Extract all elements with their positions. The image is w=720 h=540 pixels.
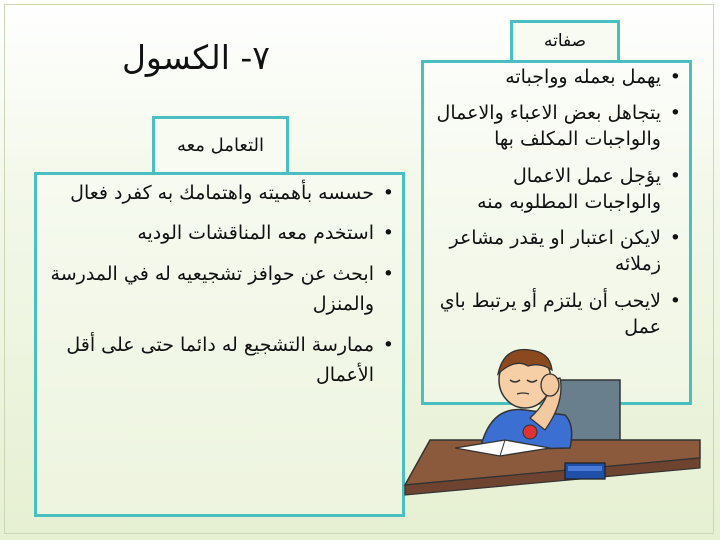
list-item: • يتجاهل بعض الاعباء والاعمال والواجبات المكلف بها (435, 100, 683, 152)
list-item: • ابحث عن حوافز تشجيعيه له في المدرسة والمنزل (48, 259, 396, 320)
list-item: • استخدم معه المناقشات الوديه (48, 218, 396, 248)
slide-title: ٧- الكسول (121, 38, 270, 77)
traits-list (435, 64, 683, 350)
list-item: • ممارسة التشجيع له دائما حتى على أقل الأعمال (48, 330, 396, 391)
dealing-heading: التعامل معه (152, 116, 289, 175)
list-item: • يؤجل عمل الاعمال والواجبات المطلوبه منه (435, 163, 683, 215)
bored-student-illustration (400, 340, 710, 500)
list-item: • يهمل بعمله وواجباته (435, 64, 683, 90)
list-item: • لايحب أن يلتزم أو يرتبط باي عمل (435, 288, 683, 340)
dealing-list (48, 178, 396, 400)
list-item: • لايكن اعتبار او يقدر مشاعر زملائه (435, 225, 683, 277)
list-item: • حسسه بأهميته واهتمامك به كفرد فعال (48, 178, 396, 208)
traits-heading: صفاته (510, 20, 620, 63)
shirt-logo (523, 425, 537, 439)
